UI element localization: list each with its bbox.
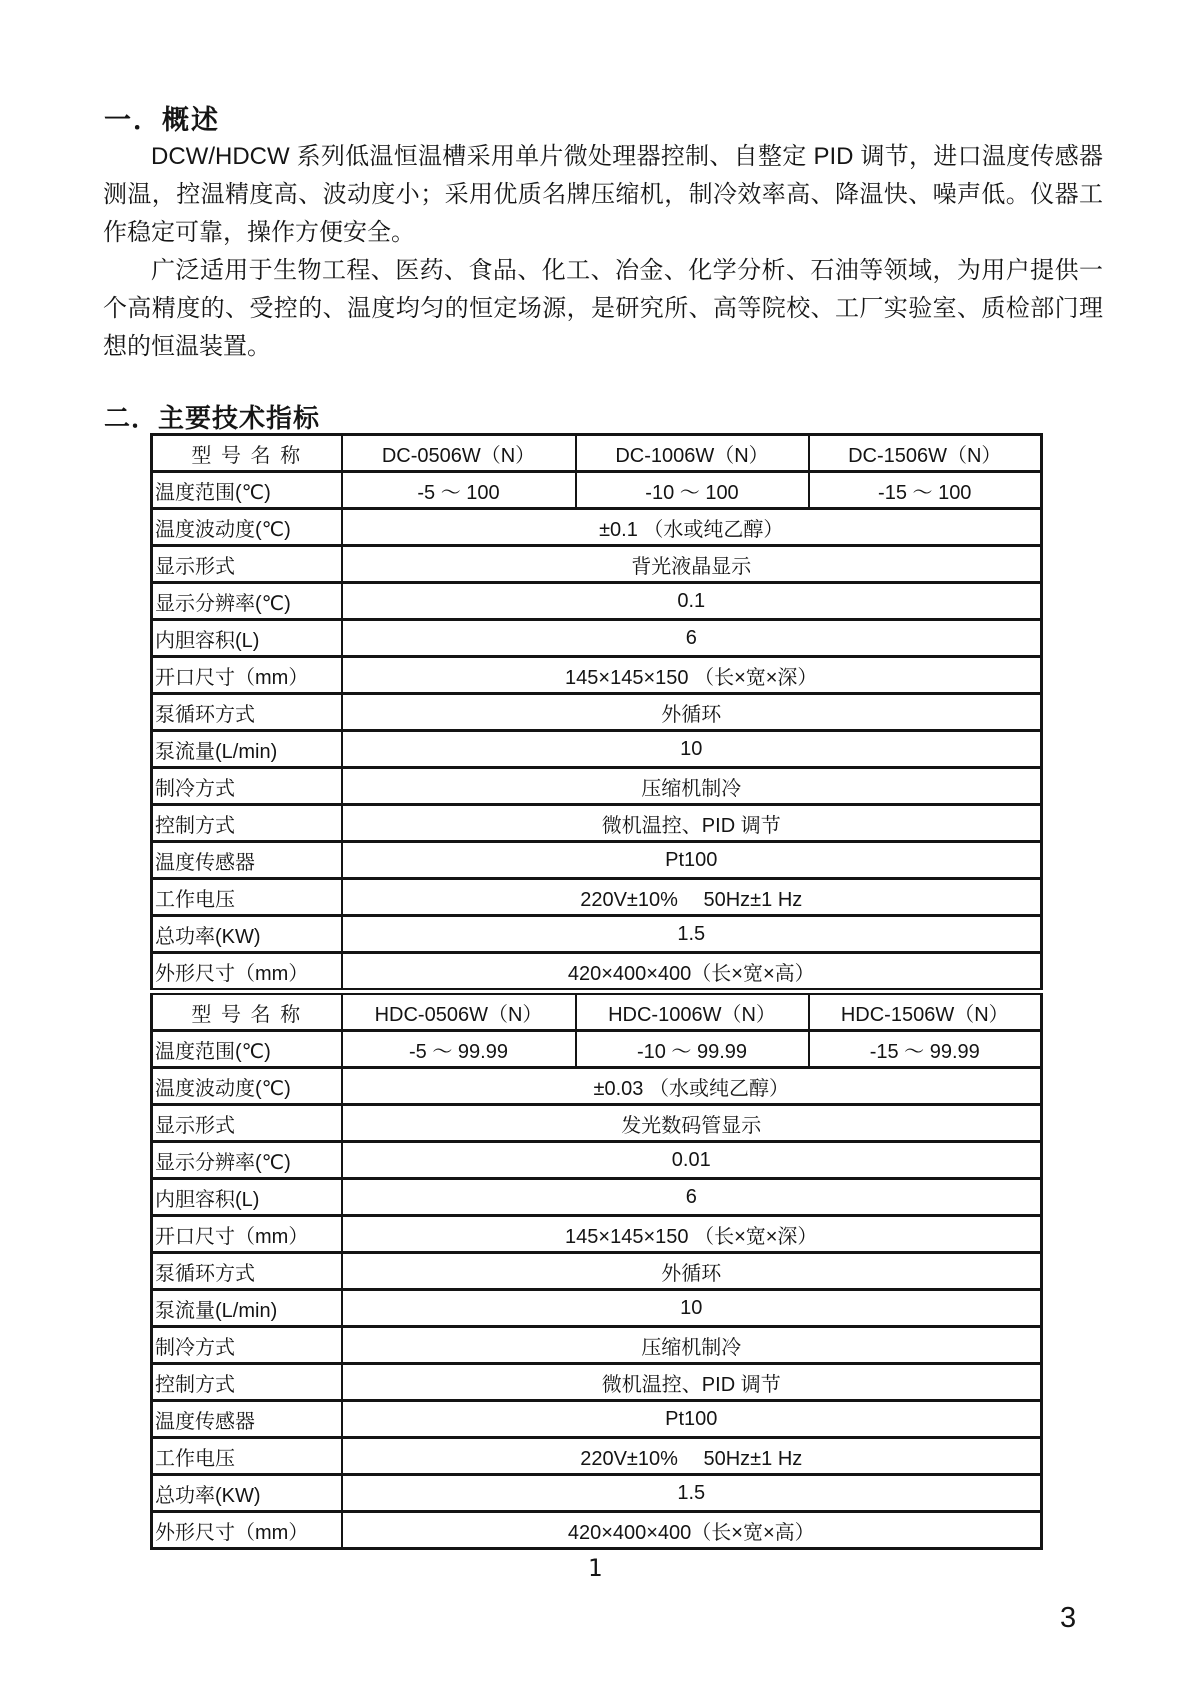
page-number-center: 1 bbox=[587, 1554, 603, 1582]
spec-label: 外形尺寸（mm） bbox=[152, 1512, 342, 1549]
spec-label: 温度传感器 bbox=[152, 1401, 342, 1438]
spec-row bbox=[152, 620, 1042, 657]
spec-row bbox=[152, 694, 1042, 731]
model-name: DC-1506W（N） bbox=[809, 435, 1042, 472]
spec-row bbox=[152, 1438, 1042, 1475]
spec-label: 温度范围(℃) bbox=[152, 1031, 342, 1068]
spec-label: 内胆容积(L) bbox=[152, 620, 342, 657]
spec-value: 0.01 bbox=[342, 1142, 1042, 1179]
spec-row bbox=[152, 546, 1042, 583]
spec-value: 背光液晶显示 bbox=[342, 546, 1042, 583]
spec-label: 制冷方式 bbox=[152, 1327, 342, 1364]
model-name: HDC-1506W（N） bbox=[809, 992, 1042, 1031]
spec-row bbox=[152, 1105, 1042, 1142]
spec-row bbox=[152, 1327, 1042, 1364]
overview-paragraph-2: 广泛适用于生物工程、医药、食品、化工、冶金、化学分析、石油等领域，为用户提供一个高精度的、受控的、温度均匀的恒定场源，是研究所、高等院校、工厂实验室、质检部门理想的恒温装置。 bbox=[103, 257, 1103, 360]
temp-range-row bbox=[152, 1031, 1042, 1068]
spec-value: 0.1 bbox=[342, 583, 1042, 620]
spec-label: 工作电压 bbox=[152, 1438, 342, 1475]
spec-value: 145×145×150 （长×宽×深） bbox=[342, 1216, 1042, 1253]
spec-value: 压缩机制冷 bbox=[342, 768, 1042, 805]
spec-value: -15 ～ 99.99 bbox=[809, 1031, 1042, 1068]
spec-label: 显示形式 bbox=[152, 546, 342, 583]
model-name-label: 型 号 名 称 bbox=[152, 435, 342, 472]
spec-value: 微机温控、PID 调节 bbox=[342, 1364, 1042, 1401]
spec-value: Pt100 bbox=[342, 842, 1042, 879]
section-2-heading: 二．主要技术指标 bbox=[104, 403, 321, 433]
spec-value: Pt100 bbox=[342, 1401, 1042, 1438]
spec-label: 制冷方式 bbox=[152, 768, 342, 805]
spec-row bbox=[152, 583, 1042, 620]
model-name: DC-0506W（N） bbox=[342, 435, 576, 472]
spec-value: -5 ～ 99.99 bbox=[342, 1031, 576, 1068]
model-header-row bbox=[152, 992, 1042, 1031]
spec-row bbox=[152, 805, 1042, 842]
spec-row bbox=[152, 1475, 1042, 1512]
section-1-heading: 一．概述 bbox=[104, 105, 220, 135]
spec-label: 开口尺寸（mm） bbox=[152, 657, 342, 694]
model-header-row bbox=[152, 435, 1042, 472]
spec-label: 开口尺寸（mm） bbox=[152, 1216, 342, 1253]
spec-row bbox=[152, 657, 1042, 694]
spec-row bbox=[152, 768, 1042, 805]
overview-text bbox=[103, 138, 1103, 366]
model-name-label: 型 号 名 称 bbox=[152, 992, 342, 1031]
spec-label: 温度传感器 bbox=[152, 842, 342, 879]
spec-row bbox=[152, 1290, 1042, 1327]
temp-range-row bbox=[152, 472, 1042, 509]
spec-label: 泵流量(L/min) bbox=[152, 1290, 342, 1327]
spec-row bbox=[152, 916, 1042, 953]
overview-paragraph-1: DCW/HDCW 系列低温恒温槽采用单片微处理器控制、自整定 PID 调节，进口温度传感器测温，控温精度高、波动度小；采用优质名牌压缩机，制冷效率高、降温快、噪声低。仪器工作稳定可靠，操作方便安全。 bbox=[103, 143, 1103, 246]
spec-label: 显示分辨率(℃) bbox=[152, 1142, 342, 1179]
spec-row bbox=[152, 953, 1042, 992]
spec-row bbox=[152, 879, 1042, 916]
spec-label: 泵循环方式 bbox=[152, 1253, 342, 1290]
spec-value: 10 bbox=[342, 1290, 1042, 1327]
spec-value: ±0.1 （水或纯乙醇） bbox=[342, 509, 1042, 546]
spec-table bbox=[150, 433, 1043, 1550]
spec-row bbox=[152, 1364, 1042, 1401]
spec-label: 内胆容积(L) bbox=[152, 1179, 342, 1216]
spec-row bbox=[152, 842, 1042, 879]
spec-row bbox=[152, 731, 1042, 768]
spec-row bbox=[152, 509, 1042, 546]
spec-row bbox=[152, 1068, 1042, 1105]
spec-value: -10 ～ 100 bbox=[576, 472, 809, 509]
spec-value: 外循环 bbox=[342, 694, 1042, 731]
model-name: HDC-1006W（N） bbox=[576, 992, 809, 1031]
spec-label: 总功率(KW) bbox=[152, 1475, 342, 1512]
spec-value: 1.5 bbox=[342, 1475, 1042, 1512]
spec-label: 温度波动度(℃) bbox=[152, 1068, 342, 1105]
spec-value: 220V±10% 50Hz±1 Hz bbox=[342, 879, 1042, 916]
model-name: DC-1006W（N） bbox=[576, 435, 809, 472]
spec-label: 泵循环方式 bbox=[152, 694, 342, 731]
spec-value: 微机温控、PID 调节 bbox=[342, 805, 1042, 842]
spec-label: 控制方式 bbox=[152, 1364, 342, 1401]
spec-value: 6 bbox=[342, 620, 1042, 657]
spec-value: -10 ～ 99.99 bbox=[576, 1031, 809, 1068]
spec-label: 泵流量(L/min) bbox=[152, 731, 342, 768]
spec-row bbox=[152, 1179, 1042, 1216]
spec-value: 10 bbox=[342, 731, 1042, 768]
spec-label: 工作电压 bbox=[152, 879, 342, 916]
spec-value: 220V±10% 50Hz±1 Hz bbox=[342, 1438, 1042, 1475]
spec-value: -15 ～ 100 bbox=[809, 472, 1042, 509]
spec-value: 发光数码管显示 bbox=[342, 1105, 1042, 1142]
model-name: HDC-0506W（N） bbox=[342, 992, 576, 1031]
spec-row bbox=[152, 1253, 1042, 1290]
spec-label: 温度范围(℃) bbox=[152, 472, 342, 509]
spec-value: 外循环 bbox=[342, 1253, 1042, 1290]
spec-label: 显示分辨率(℃) bbox=[152, 583, 342, 620]
spec-row bbox=[152, 1401, 1042, 1438]
spec-label: 控制方式 bbox=[152, 805, 342, 842]
spec-label: 总功率(KW) bbox=[152, 916, 342, 953]
spec-value: ±0.03 （水或纯乙醇） bbox=[342, 1068, 1042, 1105]
spec-value: 420×400×400（长×宽×高） bbox=[342, 953, 1042, 992]
spec-label: 温度波动度(℃) bbox=[152, 509, 342, 546]
spec-row bbox=[152, 1216, 1042, 1253]
page-number-corner: 3 bbox=[1060, 1602, 1077, 1634]
spec-row bbox=[152, 1142, 1042, 1179]
spec-value: 压缩机制冷 bbox=[342, 1327, 1042, 1364]
spec-label: 外形尺寸（mm） bbox=[152, 953, 342, 992]
spec-label: 显示形式 bbox=[152, 1105, 342, 1142]
spec-value: 1.5 bbox=[342, 916, 1042, 953]
spec-row bbox=[152, 1512, 1042, 1549]
spec-value: 145×145×150 （长×宽×深） bbox=[342, 657, 1042, 694]
spec-value: 420×400×400（长×宽×高） bbox=[342, 1512, 1042, 1549]
spec-value: -5 ～ 100 bbox=[342, 472, 576, 509]
spec-value: 6 bbox=[342, 1179, 1042, 1216]
